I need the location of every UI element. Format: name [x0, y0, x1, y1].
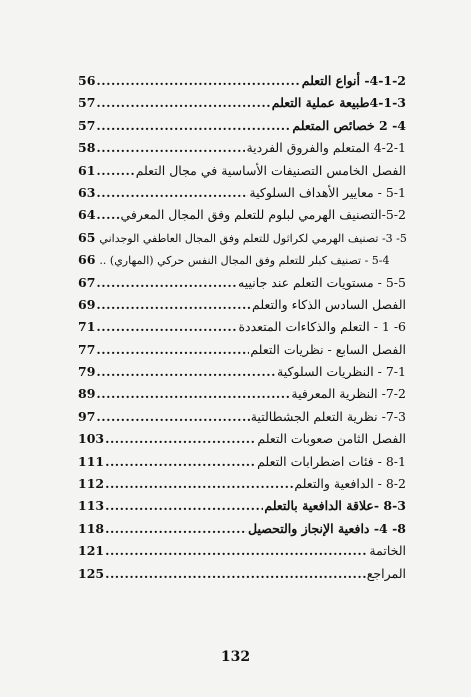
toc-entry-title: 5-4 - تصنيف كبلر للتعلم وفق المجال النفس حركي (المهاري) ..	[99, 254, 390, 268]
toc-entry-title: 4-2-1 المتعلم والفروق الفردية	[246, 140, 406, 156]
toc-page-number: 118	[78, 520, 105, 536]
toc-page-number: 57	[78, 95, 96, 111]
toc-entry-title: 5- 3- تصنيف الهرمي لكراثول للتعلم وفق المجال العاطفي الوجداني	[99, 231, 407, 245]
toc-entry	[78, 540, 406, 562]
dot-leader	[96, 182, 248, 204]
toc-page-number: 112	[78, 476, 105, 492]
dot-leader	[96, 137, 245, 159]
dot-leader	[96, 92, 270, 114]
toc-page-number: 125	[78, 565, 105, 581]
toc-entry-title: الفصل الثامن صعوبات التعلم	[257, 431, 406, 447]
toc-page-number: 113	[78, 498, 105, 514]
toc-entry-title: المراجع	[366, 565, 406, 581]
toc-entry-title: 6- 1 - التعلم والذكاءات المتعددة	[238, 319, 406, 335]
dot-leader	[96, 272, 237, 294]
dot-leader	[96, 160, 134, 182]
toc-entry	[78, 563, 406, 585]
toc-page-number: 65	[78, 229, 96, 245]
toc-entry-title: الفصل الخامس التصنيفات الأساسية في مجال التعلم	[135, 162, 406, 178]
toc-page-number: 77	[78, 341, 96, 357]
dot-leader	[105, 540, 368, 562]
toc-entry	[78, 473, 406, 495]
toc-entry	[78, 406, 406, 428]
toc-page-number: 121	[78, 543, 105, 559]
toc-entry	[78, 518, 406, 540]
toc-entry-title: الخاتمة	[369, 543, 406, 559]
toc-entry-title: 8-1 - فئات اضطرابات التعلم	[257, 453, 406, 469]
toc-entry	[78, 294, 406, 316]
toc-page-number: 103	[78, 431, 105, 447]
toc-entry-title: 8-3 -علاقة الدافعية بالتعلم	[264, 498, 406, 514]
toc-page-number: 63	[78, 184, 96, 200]
dot-leader	[96, 294, 251, 316]
dot-leader	[105, 428, 256, 450]
toc-page-number: 69	[78, 296, 96, 312]
toc-entry	[78, 249, 406, 271]
toc-page-number: 56	[78, 73, 96, 88]
toc-page-number: 64	[78, 207, 96, 223]
toc-entry	[78, 204, 406, 226]
toc-entry	[78, 70, 406, 92]
toc-entry	[78, 227, 406, 249]
toc-entry-title: 5-5 - مستويات التعلم عند جانييه	[238, 274, 406, 290]
dot-leader	[105, 563, 366, 585]
dot-leader	[96, 361, 276, 383]
toc-page-number: 97	[78, 408, 96, 424]
toc-entry	[78, 361, 406, 383]
dot-leader	[96, 339, 249, 361]
dot-leader	[96, 316, 237, 338]
dot-leader	[96, 115, 291, 137]
toc-page-number: 57	[78, 117, 96, 133]
toc-page-number: 61	[78, 162, 96, 178]
dot-leader	[105, 495, 263, 517]
toc-entry	[78, 383, 406, 405]
toc-entry	[78, 316, 406, 338]
toc-page-number: 89	[78, 386, 96, 402]
toc-entry	[78, 160, 406, 182]
dot-leader	[105, 473, 293, 495]
dot-leader	[105, 518, 247, 540]
toc-entry	[78, 339, 406, 361]
toc-entry-title: الفصل السابع - نظريات التعلم	[250, 341, 406, 357]
dot-leader	[96, 70, 300, 92]
toc-entry	[78, 428, 406, 450]
toc-entry-title: الفصل السادس الذكاء والتعلم	[252, 296, 406, 312]
toc-entry	[78, 137, 406, 159]
toc-entry	[78, 451, 406, 473]
toc-entry-title: 8-2 - الدافعية والتعلم	[294, 476, 406, 492]
toc-entry-title: 7-1 - النظريات السلوكية	[277, 364, 406, 380]
toc-entry-title: 5-2-التصنيف الهرمي لبلوم للتعلم وفق المجال المعرفي	[120, 207, 406, 223]
toc-entry-title: 5-1 - معايير الأهداف السلوكية	[249, 184, 406, 200]
toc-entry-title: 8- 4- دافعية الإنجاز والتحصيل	[248, 520, 406, 536]
toc-page-number: 66	[78, 252, 96, 268]
toc-page-number: 71	[78, 319, 96, 335]
toc-page-number: 111	[78, 453, 105, 469]
toc-entry	[78, 495, 406, 517]
toc-entry	[78, 115, 406, 137]
toc-entry	[78, 272, 406, 294]
toc-entry-title: 4-1-2- أنواع التعلم	[301, 73, 406, 88]
toc-page-number: 79	[78, 364, 96, 380]
toc-page-number: 67	[78, 274, 96, 290]
dot-leader	[96, 204, 119, 226]
toc-entry-title: 4-1-3طبيعة عملية التعلم	[271, 95, 406, 111]
table-of-contents	[78, 70, 406, 585]
dot-leader	[105, 451, 256, 473]
toc-entry	[78, 92, 406, 114]
dot-leader	[96, 406, 249, 428]
toc-entry-title: 7-3- نظرية التعلم الجشطالتية	[250, 408, 406, 424]
dot-leader	[96, 383, 290, 405]
page-number: 132	[220, 649, 251, 665]
toc-entry-title: 4- 2 خصائص المتعلم	[292, 117, 406, 133]
toc-page-number: 58	[78, 140, 96, 156]
toc-entry	[78, 182, 406, 204]
toc-entry-title: 7-2- النظرية المعرفية	[291, 386, 406, 402]
